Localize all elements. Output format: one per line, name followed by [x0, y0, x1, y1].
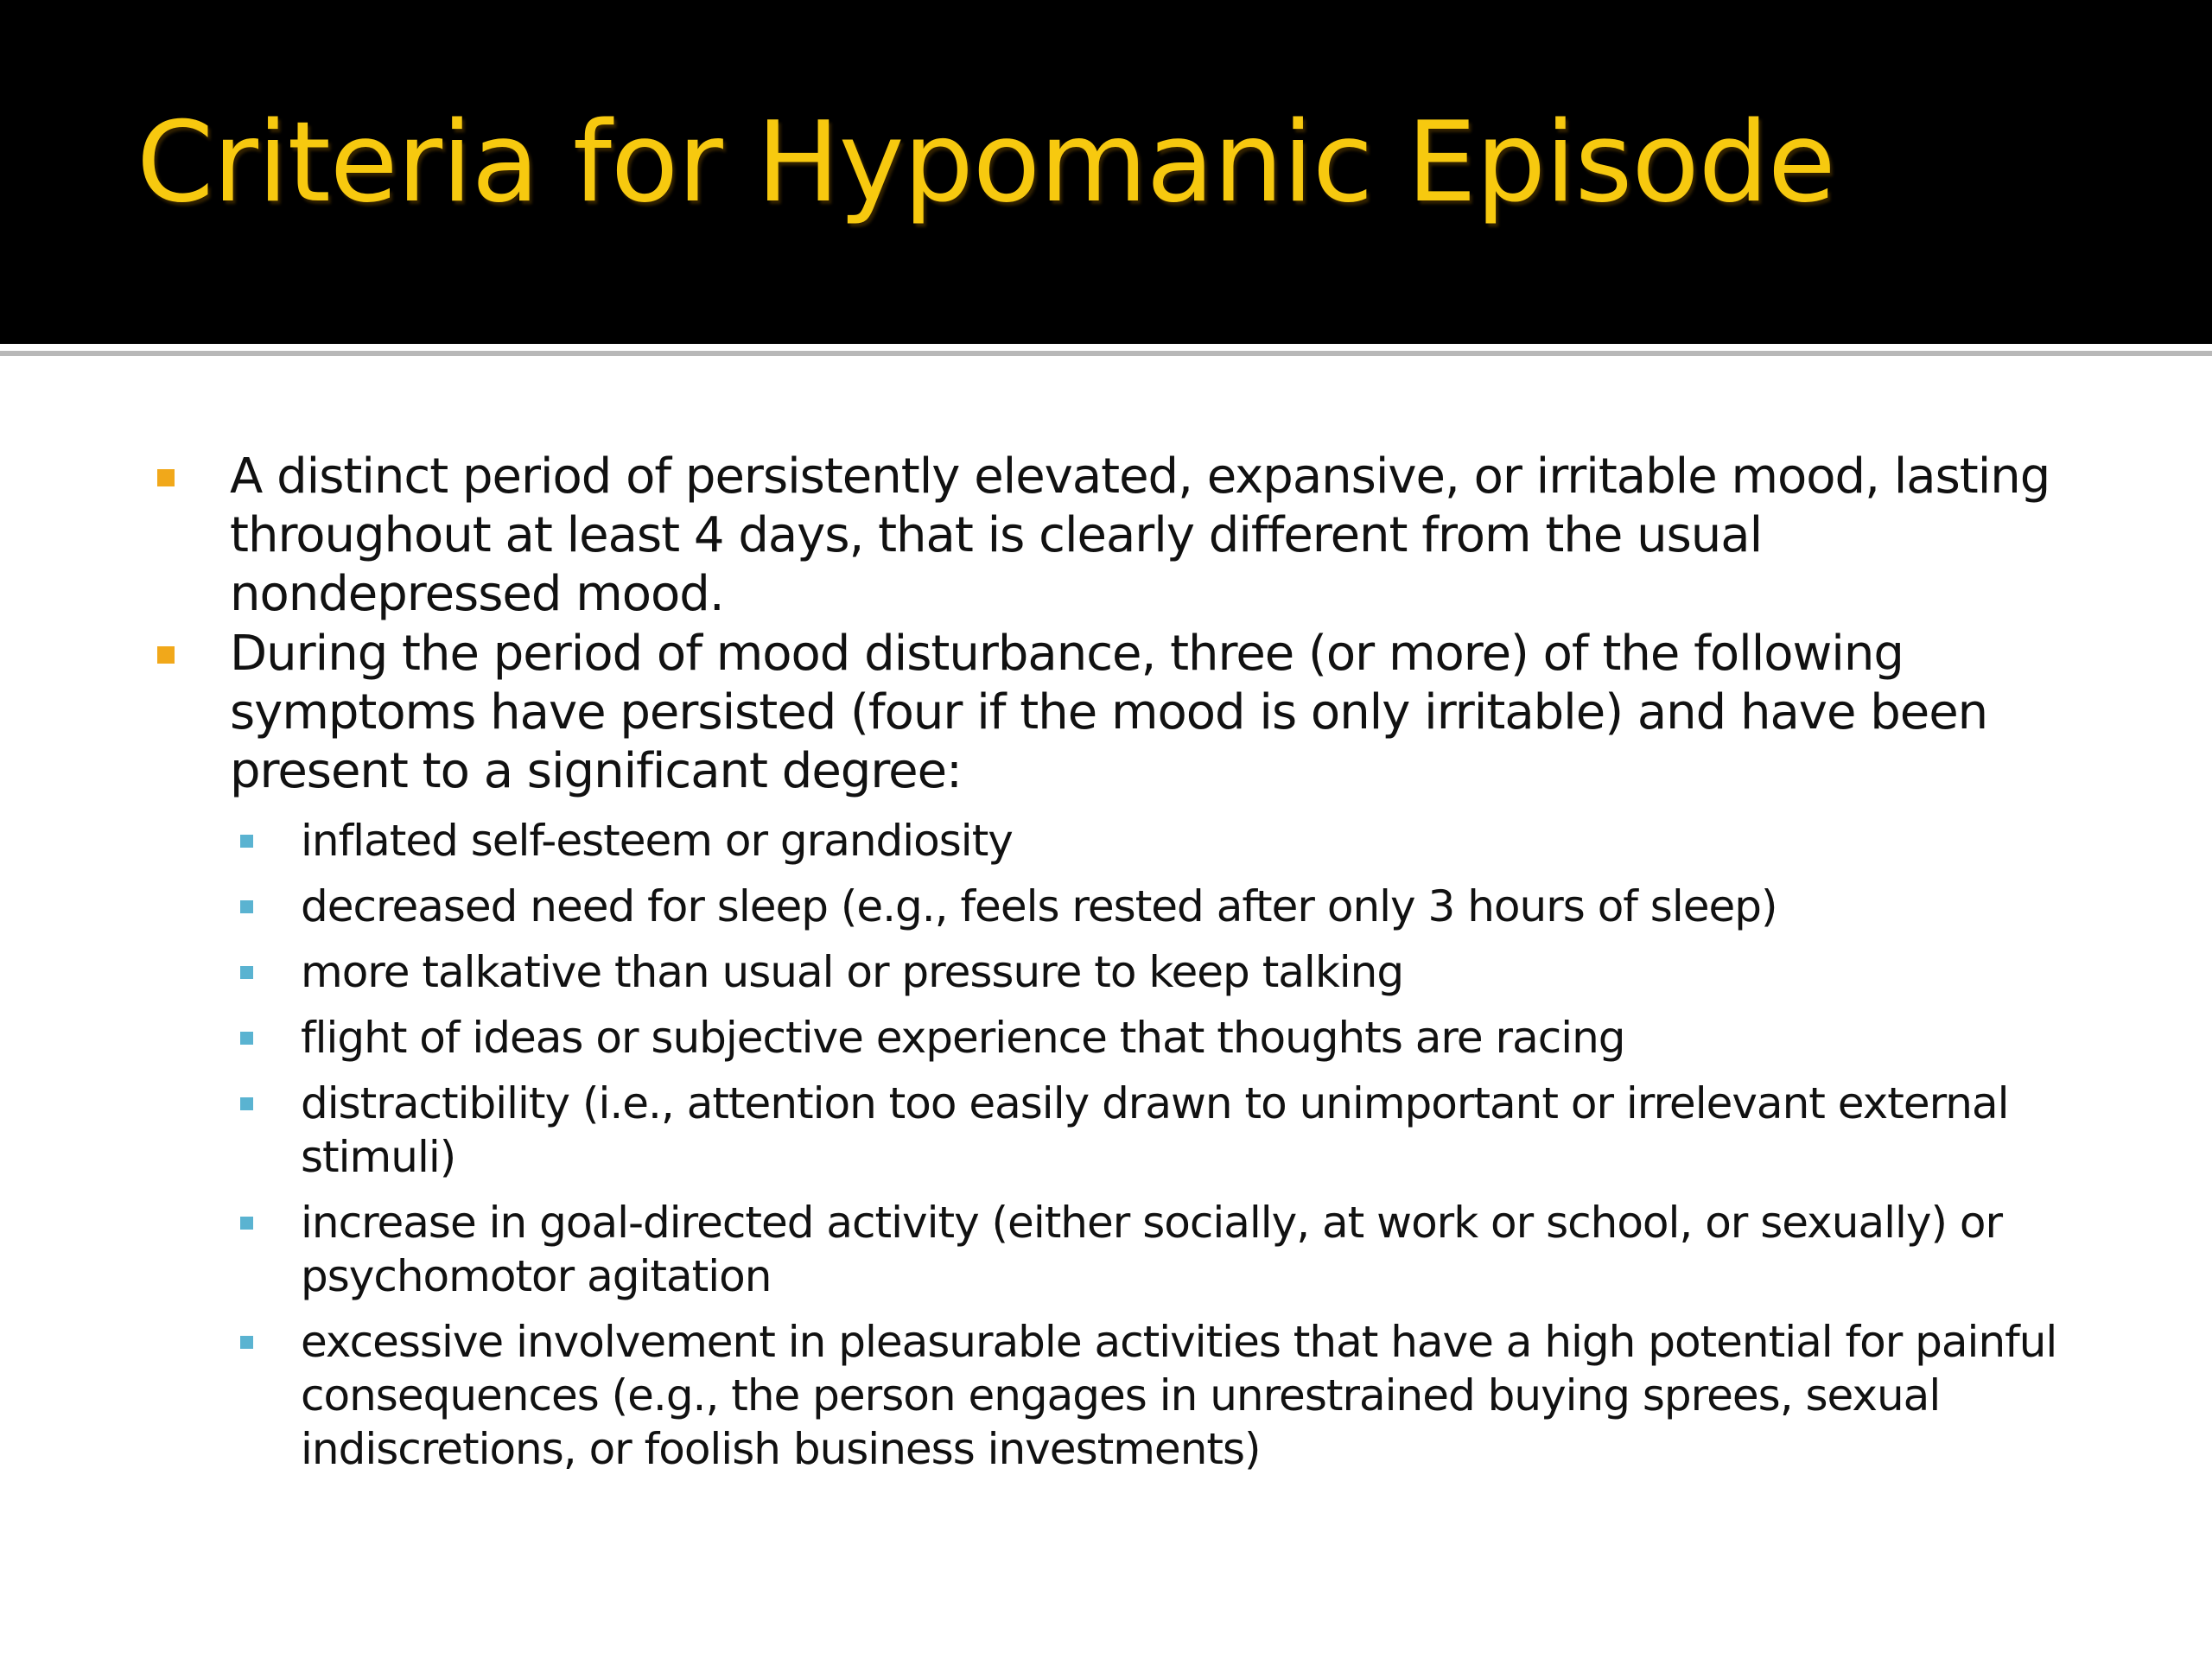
main-bullet-2: During the period of mood disturbance, three (or more) of the following symptoms have persisted (four if the mood is only irritable) and have been present to a significant degree:: [230, 626, 1988, 799]
symptom-item: more talkative than usual or pressure to keep talking: [301, 947, 1404, 997]
symptom-item: increase in goal-directed activity (either socially, at work or school, or sexually) or psychomotor agitation: [301, 1198, 2003, 1301]
sub-bullet-marker-square: [240, 1097, 253, 1110]
sub-bullet-marker-square: [240, 966, 253, 979]
sub-bullet-marker-square: [240, 1032, 253, 1045]
bullet-marker-square: [157, 646, 175, 664]
symptom-item: inflated self-esteem or grandiosity: [301, 816, 1013, 866]
symptom-item: flight of ideas or subjective experience that thoughts are racing: [301, 1013, 1625, 1063]
sub-bullet-marker-square: [240, 1336, 253, 1349]
bullet-marker-square: [157, 469, 175, 486]
symptom-item: decreased need for sleep (e.g., feels rested after only 3 hours of sleep): [301, 881, 1777, 931]
symptom-item: excessive involvement in pleasurable activities that have a high potential for painful consequences (e.g., the person engages in unrestrained buying sprees, sexual indiscretions, or foolish business investments): [301, 1317, 2057, 1474]
sub-bullet-marker-square: [240, 1217, 253, 1230]
main-bullet-1: A distinct period of persistently elevated, expansive, or irritable mood, lasting throughout at least 4 days, that is clearly different from the usual nondepressed mood.: [230, 448, 2050, 622]
symptom-item: distractibility (i.e., attention too easily drawn to unimportant or irrelevant external stimuli): [301, 1078, 2009, 1182]
sub-bullet-marker-square: [240, 835, 253, 848]
sub-bullet-marker-square: [240, 900, 253, 913]
slide-title: Criteria for Hypomanic Episode: [137, 99, 1835, 227]
